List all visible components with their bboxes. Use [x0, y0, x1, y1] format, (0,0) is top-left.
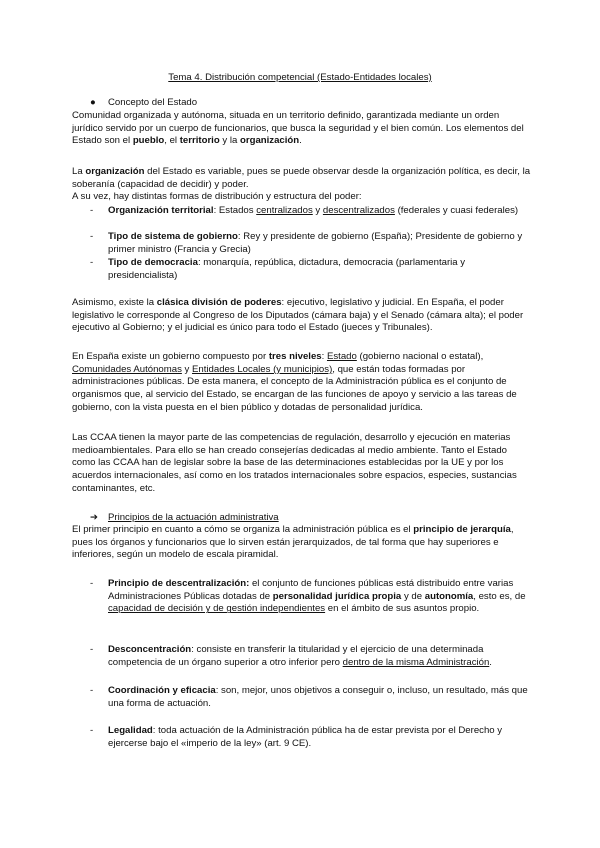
paragraph-division-poderes: Asimismo, existe la clásica división de poderes: ejecutivo, legislativo y judicial. En España, el poder legislativo le corresponde al Congreso de los Diputados (cámara baja) y el Senado (cámara alta); el poder ejecutivo al Gobierno; y el judicial es único para todo el Estado (jueces y Tribunales). [72, 297, 524, 334]
arrow-icon: ➔ [90, 512, 99, 523]
paragraph-definicion: Comunidad organizada y autónoma, situada en un territorio definido, garantizada mediante un orden jurídico servido por un cuerpo de funcionarios, que busca la seguridad y el bien común. Los elementos del Estado son el pueblo, el territorio y la organización. [72, 110, 524, 147]
paragraph-ccaa: Las CCAA tienen la mayor parte de las competencias de regulación, desarrollo y ejecución en materias medioambientales. Para ello se han creado consejerías dedicadas al medio ambiente. Tanto el Estado como las CCAA han de legislar sobre la base de las determinaciones establecidas por la UE y por los acuerdos internacionales, así como en los tratados internacionales sobre espacios, especies, sustancias contaminantes, etc. [72, 432, 517, 494]
paragraph-tres-niveles: En España existe un gobierno compuesto por tres niveles: Estado (gobierno nacional o estatal), Comunidades Autónomas y Entidades Locales (y municipios), que están todas formadas por administraciones públicas. De esta manera, el concepto de la Administración pública es el conjunto de organismos que, al servicio del Estado, se encargan de las funciones de apoyo y servicio a las tareas de gobierno, con la vista puesta en el bien público y dotadas de personalidad jurídica. [72, 351, 517, 413]
dash-marker: - [90, 257, 94, 268]
paragraph-organizacion: La organización del Estado es variable, pues se puede observar desde la organización política, es decir, la soberanía (capacidad de decidir) y poder. A su vez, hay distintas formas de distribución y estructura del poder: [72, 166, 531, 203]
page-title: Tema 4. Distribución competencial (Estado-Entidades locales) [168, 72, 432, 83]
list-item: - Organización territorial: Estados centralizados y descentralizados (federales y cuasi federales) [90, 205, 519, 216]
list-item: - Tipo de sistema de gobierno: Rey y presidente de gobierno (España); Presidente de gobierno y primer ministro (Francia y Grecia) [90, 231, 523, 255]
paragraph-jerarquia: El primer principio en cuanto a cómo se organiza la administración pública es el principio de jerarquía, pues los órganos y funcionarios que lo sirven están jerarquizados, de tal forma que hay superiores e inferiores, según un modelo de escala piramidal. [72, 524, 514, 561]
list-item: - Principio de descentralización: el conjunto de funciones públicas está distribuido entre varias Administraciones Públicas dotadas de personalidad jurídica propia y de autonomía, esto es, de capacidad de decisión y de gestión independientes en el ámbito de sus asuntos propio. [90, 578, 526, 615]
dash-marker: - [90, 205, 94, 216]
list-item: - Desconcentración: consiste en transferir la titularidad y el ejercicio de una determinada competencia de un órgano superior a otro inferior pero dentro de la misma Administración. [90, 644, 492, 668]
dash-marker: - [90, 231, 94, 242]
dash-marker: - [90, 578, 94, 589]
list-item: - Legalidad: toda actuación de la Administración pública ha de estar prevista por el Derecho y ejercerse bajo el «imperio de la ley» (art. 9 CE). [90, 725, 503, 749]
list-item: - Tipo de democracia: monarquía, república, dictadura, democracia (parlamentaria y presidencialista) [90, 257, 466, 281]
list-item: - Coordinación y eficacia: son, mejor, unos objetivos a conseguir o, incluso, un resultado, más que una forma de actuación. [90, 685, 528, 709]
dash-marker: - [90, 725, 94, 736]
section-heading-concepto: Concepto del Estado [108, 97, 198, 108]
dash-marker: - [90, 685, 94, 696]
bullet-icon: ● [90, 97, 96, 108]
section-heading-principios: Principios de la actuación administrativa [108, 512, 279, 523]
dash-marker: - [90, 644, 94, 655]
